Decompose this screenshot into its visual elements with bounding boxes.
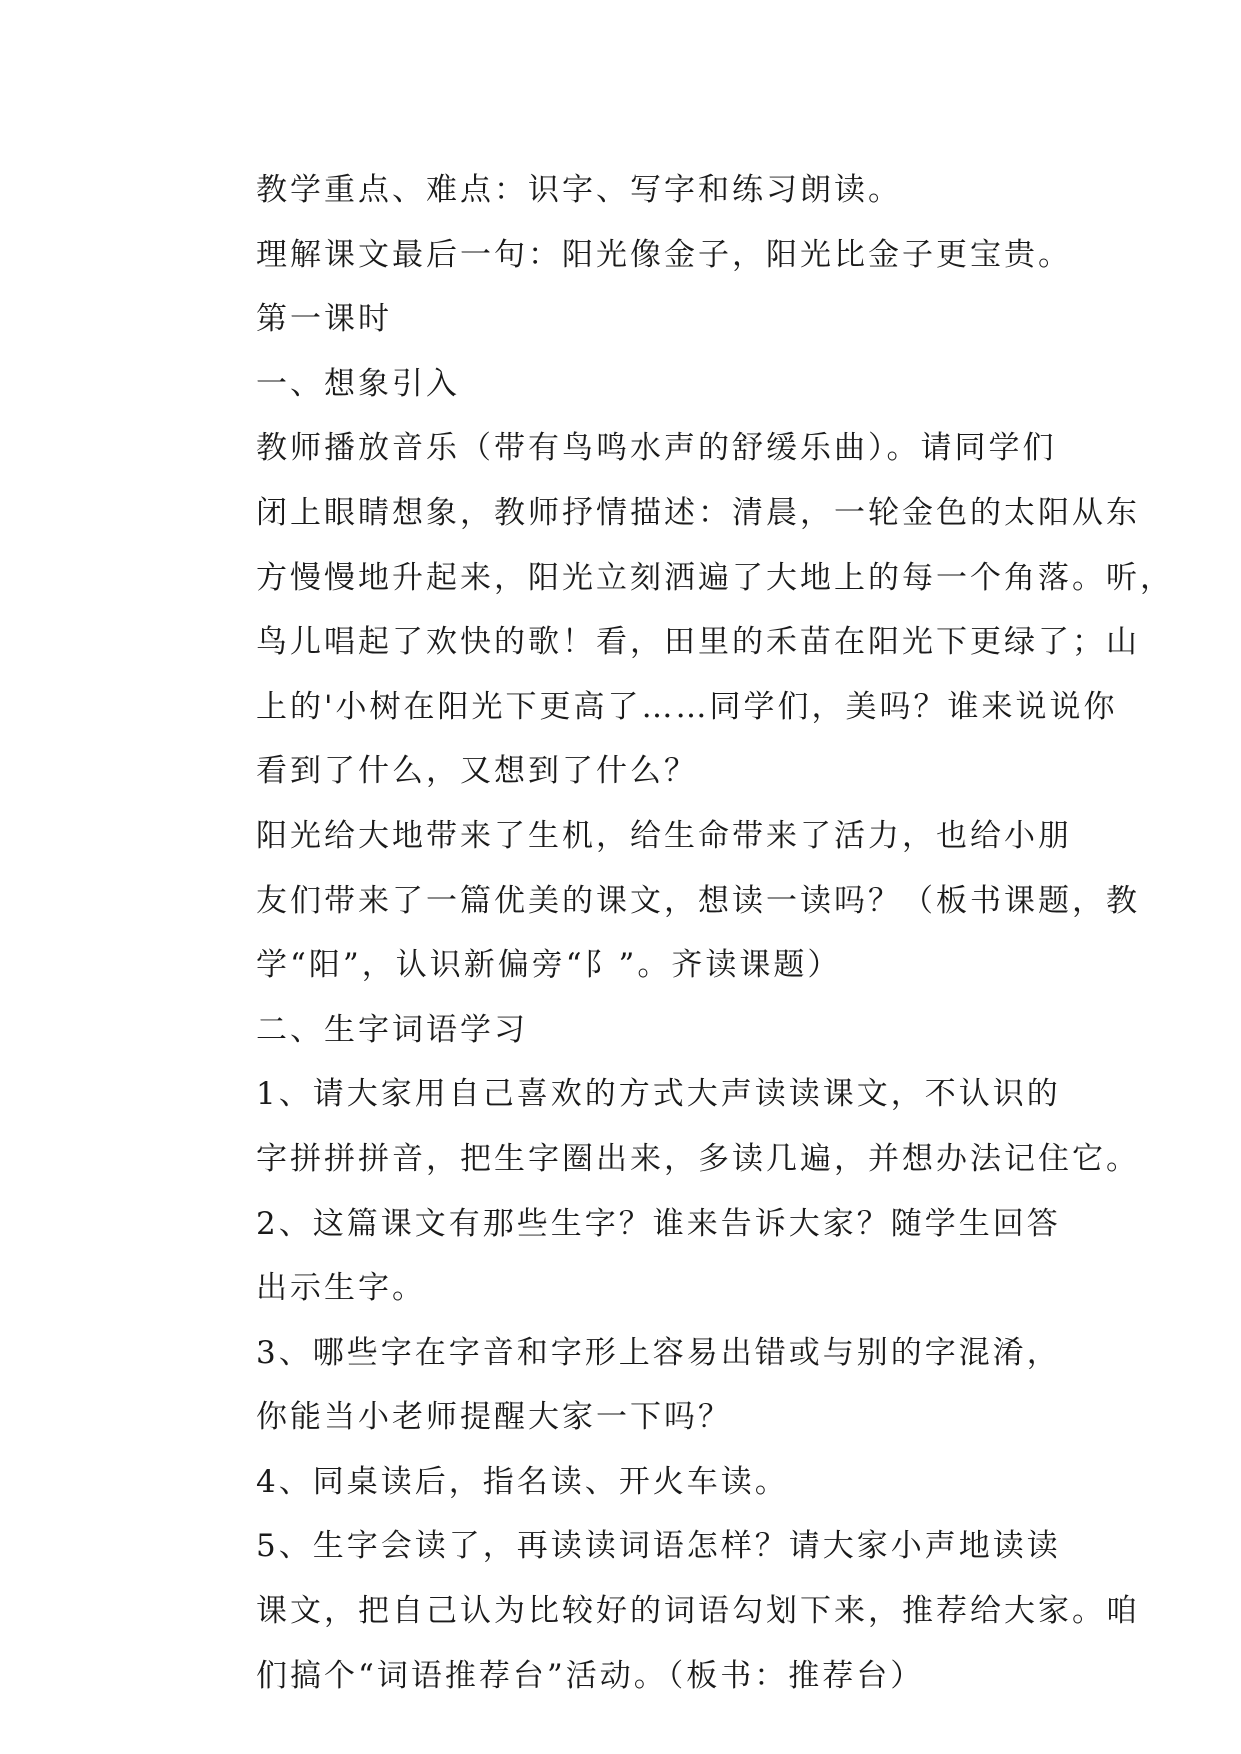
paragraph <box>190 416 1174 804</box>
text-line: 看到了什么，又想到了什么？ <box>256 753 698 790</box>
text-line: 二、生字词语学习 <box>256 1011 528 1048</box>
paragraph <box>190 223 1090 288</box>
paragraph <box>190 1514 1140 1708</box>
text-line: 你能当小老师提醒大家一下吗？ <box>256 1399 732 1436</box>
text-line: 一、想象引入 <box>256 365 460 402</box>
text-line: 教师播放音乐（带有鸟鸣水声的舒缓乐曲）。请同学们 <box>256 430 1057 467</box>
text-line: 2、这篇课文有那些生字？谁来告诉大家？随学生回答 <box>256 1205 1061 1242</box>
document-body <box>190 158 1174 1708</box>
text-line: 闭上眼睛想象，教师抒情描述：清晨，一轮金色的太阳从东 <box>256 494 1140 531</box>
text-line: 教学重点、难点：识字、写字和练习朗读。 <box>256 172 902 208</box>
text-line: 第一课时 <box>256 301 392 338</box>
text-line: 方慢慢地升起来，阳光立刻洒遍了大地上的每一个角落。听， <box>256 559 1174 596</box>
text-line: 5、生字会读了，再读读词语怎样？请大家小声地读读 <box>256 1528 1061 1565</box>
text-line: 4、同桌读后，指名读、开火车读。 <box>256 1463 789 1500</box>
paragraph <box>190 998 1090 1063</box>
text-line: 友们带来了一篇优美的课文，想读一读吗？（板书课题，教 <box>256 882 1140 919</box>
paragraph <box>190 1192 1090 1321</box>
paragraph <box>190 287 1090 352</box>
text-line: 上的'小树在阳光下更高了……同学们，美吗？谁来说说你 <box>256 688 1118 725</box>
paragraph <box>190 1062 1140 1191</box>
text-line: 鸟儿唱起了欢快的歌！看，田里的禾苗在阳光下更绿了；山 <box>256 624 1140 661</box>
text-line: 1、请大家用自己喜欢的方式大声读读课文，不认识的 <box>256 1076 1061 1113</box>
paragraph <box>190 352 1090 417</box>
text-line: 出示生字。 <box>256 1270 426 1307</box>
paragraph <box>190 158 1090 223</box>
text-line: 理解课文最后一句：阳光像金子，阳光比金子更宝贵。 <box>256 236 1072 273</box>
paragraph <box>190 1321 1090 1450</box>
text-line: 阳光给大地带来了生机，给生命带来了活力，也给小朋 <box>256 817 1072 854</box>
text-line: 3、哪些字在字音和字形上容易出错或与别的字混淆， <box>256 1334 1061 1371</box>
paragraph <box>190 804 1140 998</box>
text-line: 字拼拼拼音，把生字圈出来，多读几遍，并想办法记住它。 <box>256 1140 1140 1177</box>
text-line: 们搞个“词语推荐台”活动。（板书：推荐台） <box>256 1657 925 1694</box>
text-line: 课文，把自己认为比较好的词语勾划下来，推荐给大家。咱 <box>256 1593 1140 1630</box>
paragraph <box>190 1450 1090 1515</box>
text-line: 学“阳”，认识新偏旁“阝”。齐读课题） <box>256 947 842 984</box>
